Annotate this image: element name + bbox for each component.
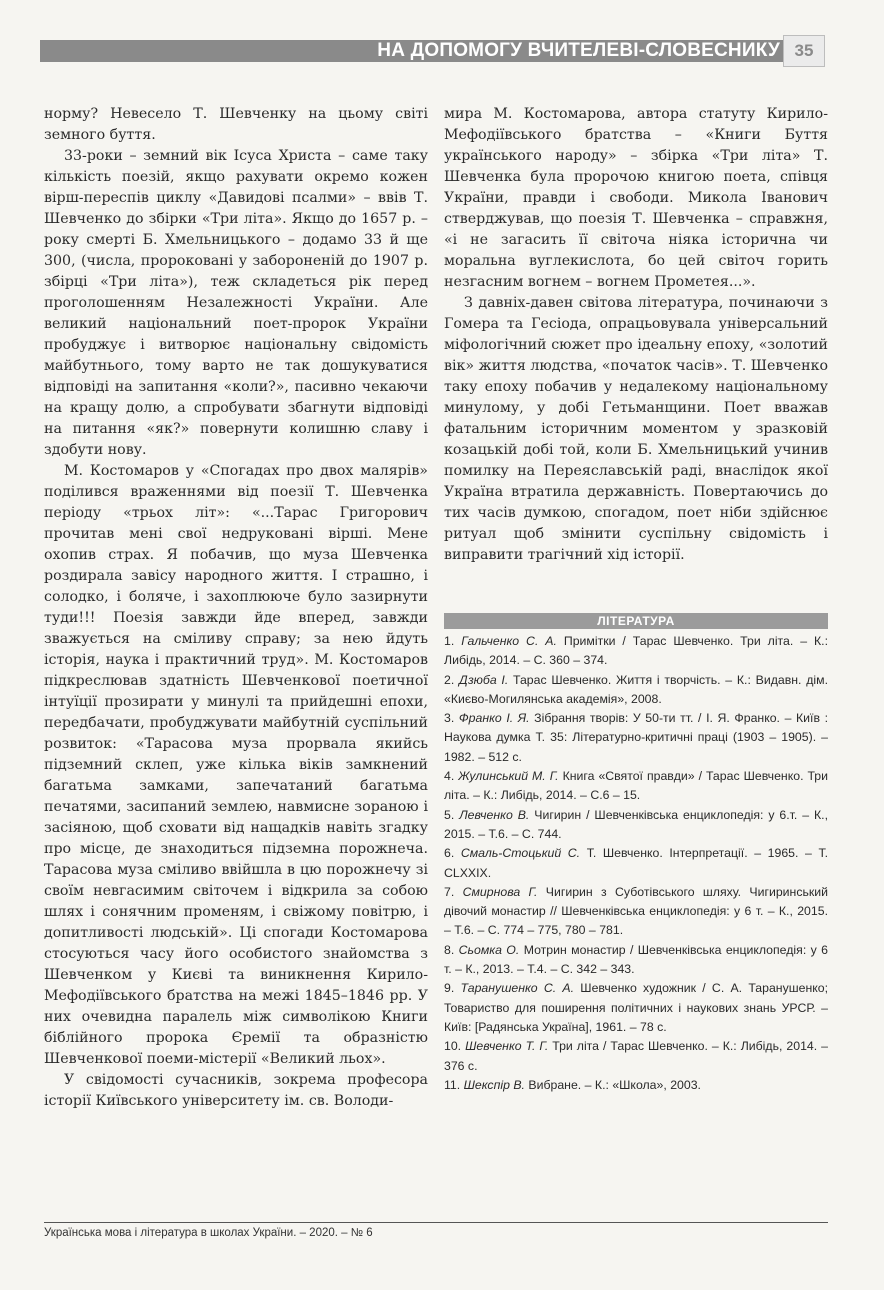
reference-item bbox=[444, 844, 828, 883]
reference-text: Книга «Святої правди» / Тарас Шевченко. Три літа. – К.: Либідь, 2014. – С.6 – 15. bbox=[444, 769, 829, 803]
reference-item bbox=[444, 941, 828, 980]
reference-author: Жулинський М. Г. bbox=[458, 769, 559, 784]
footer-divider bbox=[44, 1222, 828, 1223]
reference-text: Три літа / Тарас Шевченко. – К.: Либідь, 2014. – 376 с. bbox=[444, 1039, 828, 1073]
reference-author: Левченко В. bbox=[459, 807, 530, 822]
reference-author: Таранушенко С. А. bbox=[460, 981, 575, 996]
reference-author: Шекспір В. bbox=[463, 1077, 525, 1092]
right-column bbox=[444, 104, 828, 566]
reference-author: Смирнова Г. bbox=[462, 884, 538, 899]
reference-text: Тарас Шевченко. Життя і творчість. – К.: Видавн. дім. «Києво-Могилянська академія», 2008. bbox=[444, 672, 828, 706]
paragraph: норму? Невесело Т. Шевченку на цьому світі земного буття. bbox=[44, 106, 428, 143]
reference-author: Дзюба І. bbox=[459, 672, 509, 687]
reference-author: Шевченко Т. Г. bbox=[465, 1039, 549, 1054]
paragraph: М. Костомаров у «Спогадах про двох малярів» поділився враженнями від поезії Т. Шевченка періоду «трьох літ»: «...Тарас Григорович прочитав мені свої недруковані вірші. Мене охопив страх. Я побачив, що муза Шевченка роздирала завісу народного життя. І страшно, і солодко, і боляче, і захоплююче було зазирнути туди!!! Поезія завжди йде вперед, завжди зважується на сміливу справу; за нею йдуть історія, наука і практичний труд». М. Костомаров підкреслював здатність Шевченкової поетичної інтуїції прозирати у минулі та прийдешні епохи, передбачати, пробуджувати майбутній суспільний розвиток: «Тарасова муза прорвала якийсь підземний склеп, уже кілька віків замкнений багатьма замками, запечатаний багатьма печатями, засипаний землею, навмисне зораною і засіяною, щоб сховати від нащадків навіть згадку про місце, де знаходиться підземна порожнеча. Тарасова муза сміливо ввійшла в цю порожнечу зі своїм невгасимим світочем і відкрила за собою шлях і сонячним променям, і свіжому повітрю, і допитливості людській». Ці спогади Костомарова стосуються часу його особистого знайомства з Шевченком у Києві та виникнення Кирило-Мефодіївського братства на межі 1845–1846 рр. У них очевидна паралель між символікою Книги біблійного пророка Єремії та образністю Шевченкової поеми-містерії «Великий льох». bbox=[44, 463, 428, 1067]
reference-text: Мотрин монастир / Шевченківська енциклопедія: у 6 т. – К., 2013. – Т.4. – С. 342 – 343. bbox=[444, 942, 828, 977]
reference-number: 10. bbox=[444, 1039, 462, 1054]
reference-number: 5. bbox=[444, 807, 455, 822]
reference-item bbox=[444, 1076, 828, 1095]
left-column bbox=[44, 104, 428, 1112]
paragraph: 33-роки – земний вік Ісуса Христа – саме таку кількість поезій, якщо рахувати окремо кожен вірш-переспів циклу «Давидові псалми» – ввів Т. Шевченко до збірки «Три літа». Якщо до 1657 р. – року смерті Б. Хмельницького – додамо 33 й ще 300, (числа, пророковані у забороненій до 1907 р. збірці «Три літа»), теж складеться рік перед проголошенням Незалежності України. Але великий національний поет-пророк України пробуджує і витворює національну свідомість майбутнього, тому варто не так дошукуватися відповіді на запитання «коли?», пасивно чекаючи на кращу долю, а спробувати збагнути відповіді на питання «як?» повернути колишню славу і здобути нову. bbox=[44, 148, 428, 458]
reference-text: Зібрання творів: У 50-ти тт. / І. Я. Франко. – Київ : Наукова думка Т. 35: Літературно-критичні праці (1903 – 1905). – 1982. – 512 с. bbox=[444, 711, 828, 764]
section-title: НА ДОПОМОГУ ВЧИТЕЛЕВІ-СЛОВЕСНИКУ bbox=[377, 40, 780, 61]
reference-number: 8. bbox=[444, 942, 455, 957]
reference-author: Гальченко С. А. bbox=[461, 634, 557, 648]
reference-text: Шевченко художник / С. А. Таранушенко; Товариство для поширення політичних і наукових знань УРСР. – Київ: [Радянська Україна], 1961. – 78 с. bbox=[444, 981, 829, 1034]
reference-item bbox=[444, 671, 828, 710]
footer-citation: Українська мова і література в школах України. – 2020. – № 6 bbox=[44, 1227, 373, 1239]
reference-text: Вибране. – К.: «Школа», 2003. bbox=[528, 1077, 701, 1092]
reference-number: 11. bbox=[444, 1077, 461, 1092]
reference-number: 3. bbox=[444, 711, 455, 726]
reference-number: 9. bbox=[444, 981, 455, 996]
literature-heading: ЛІТЕРАТУРА bbox=[444, 613, 828, 629]
paragraph: З давніх-давен світова література, починаючи з Гомера та Гесіода, опрацьовувала універсальний міфологічний сюжет про ідеальну епоху, «золотий вік» життя людства, «початок часів». Т. Шевченко таку епоху побачив у недалекому національному минулому, у добі Гетьманщини. Поет вважав фатальним історичним моментом у зразковій козацькій добі той, коли Б. Хмельницький учинив помилку на Переяславській раді, внаслідок якої Україна втратила державність. Повертаючись до тих часів думкою, спогадом, поет ніби здійснює ритуал щоб змінити суспільну свідомість і виправити трагічний хід історії. bbox=[444, 295, 828, 563]
reference-text: Т. Шевченко. Інтерпретації. – 1965. – Т. CLXXIX. bbox=[444, 846, 829, 880]
reference-item bbox=[444, 883, 828, 941]
reference-number: 1. bbox=[444, 634, 455, 648]
reference-author: Смаль-Стоцький С. bbox=[460, 846, 581, 861]
reference-item bbox=[444, 979, 828, 1037]
reference-item bbox=[444, 709, 828, 767]
reference-author: Сьомка О. bbox=[458, 942, 520, 957]
reference-item bbox=[444, 632, 828, 671]
page-number: 35 bbox=[783, 35, 825, 67]
reference-number: 4. bbox=[444, 769, 455, 784]
reference-list bbox=[444, 632, 828, 1095]
reference-text: Чигирин з Суботівського шляху. Чигиринський дівочий монастир // Шевченківська енциклопедія: у 6 т. – К., 2015. – Т.6. – С. 774 – 775, 780 – 781. bbox=[444, 884, 829, 938]
reference-number: 7. bbox=[444, 884, 455, 899]
paragraph: мира М. Костомарова, автора статуту Кирило-Мефодіївського братства – «Книги Буття українського народу» – збірка «Три літа» Т. Шевченка була пророчою книгою поета, співця України, правди і свободи. Микола Іванович стверджував, що поезія Т. Шевченка – справжня, «і не загасить її світоча ніяка історична чи моральна вуглекислота, бо цей світоч горить незгасним вогнем – вогнем Прометея...». bbox=[444, 106, 828, 290]
reference-item bbox=[444, 806, 828, 845]
reference-number: 6. bbox=[444, 846, 455, 861]
reference-author: Франко І. Я. bbox=[458, 711, 530, 726]
reference-item bbox=[444, 767, 828, 806]
reference-text: Примітки / Тарас Шевченко. Три літа. – К.: Либідь, 2014. – С. 360 – 374. bbox=[444, 634, 829, 668]
paragraph: У свідомості сучасників, зокрема професора історії Київського університету ім. св. Володи- bbox=[44, 1072, 428, 1109]
reference-item bbox=[444, 1037, 828, 1076]
reference-text: Чигирин / Шевченківська енциклопедія: у 6.т. – К., 2015. – Т.6. – С. 744. bbox=[444, 807, 829, 841]
reference-number: 2. bbox=[444, 672, 455, 687]
